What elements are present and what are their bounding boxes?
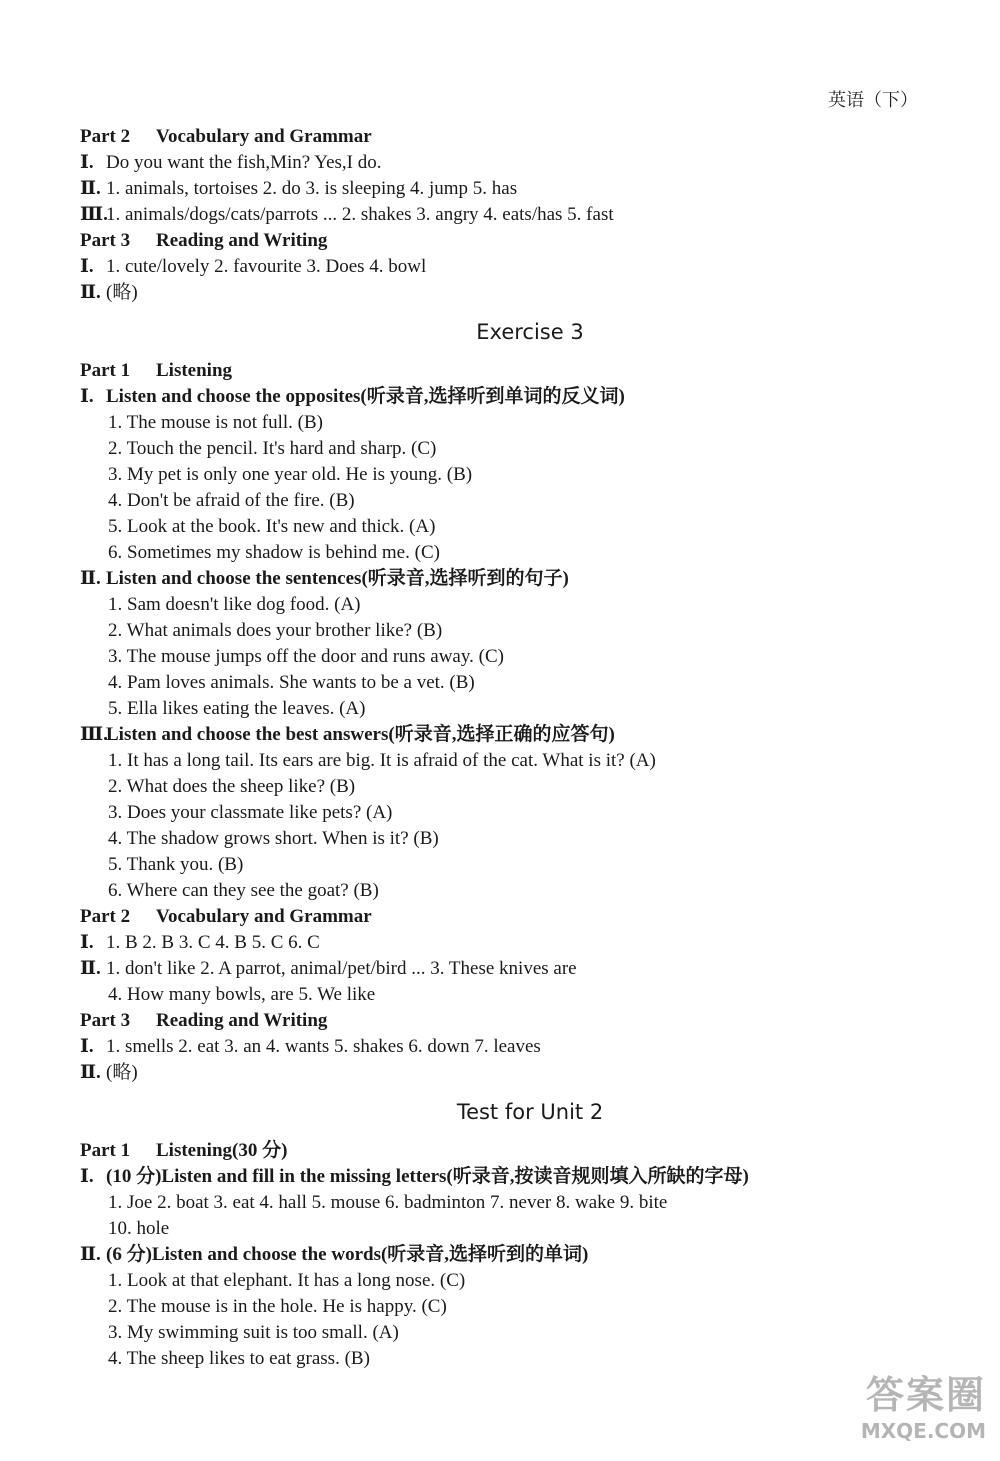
roman-numeral: Ⅱ. — [80, 1244, 101, 1265]
question-text: 1. don't like 2. A parrot, animal/pet/bird ... 3. These knives are — [106, 958, 577, 979]
answer-item: 1. The mouse is not full. (B) — [108, 412, 323, 433]
question-text: Listen and choose the sentences(听录音,选择听到的句子) — [106, 568, 569, 589]
question-line — [80, 1060, 940, 1086]
question-line — [80, 384, 940, 410]
answer-item: 4. The sheep likes to eat grass. (B) — [108, 1348, 370, 1369]
roman-numeral: Ⅰ. — [80, 386, 94, 407]
answer-item: 1. Sam doesn't like dog food. (A) — [108, 594, 361, 615]
question-line — [80, 1164, 940, 1190]
roman-numeral: Ⅱ. — [80, 1062, 101, 1083]
question-text: Listen and choose the opposites(听录音,选择听到单词的反义词) — [106, 386, 625, 407]
watermark — [861, 1364, 986, 1443]
question-line — [80, 1034, 940, 1060]
question-text: (10 分)Listen and fill in the missing letters(听录音,按读音规则填入所缺的字母) — [106, 1166, 749, 1187]
question-line — [80, 722, 940, 748]
answer-item: 4. How many bowls, are 5. We like — [108, 984, 376, 1005]
roman-numeral: Ⅱ. — [80, 282, 101, 303]
question-text: 1. animals/dogs/cats/parrots ... 2. shakes 3. angry 4. eats/has 5. fast — [106, 204, 614, 225]
answer-item: 5. Thank you. (B) — [108, 854, 244, 875]
answer-item: 4. Pam loves animals. She wants to be a vet. (B) — [108, 672, 475, 693]
question-text: (略) — [106, 282, 138, 303]
question-text: Do you want the fish,Min? Yes,I do. — [106, 152, 382, 173]
question-line — [80, 254, 940, 280]
watermark-logo: 答案圈 — [865, 1373, 986, 1417]
question-line — [80, 150, 940, 176]
part-title: Vocabulary and Grammar — [156, 906, 372, 927]
question-text: Listen and choose the best answers(听录音,选择正确的应答句) — [106, 724, 615, 745]
answer-item: 3. Does your classmate like pets? (A) — [108, 802, 393, 823]
answer-item: 1. It has a long tail. Its ears are big. It is afraid of the cat. What is it? (A) — [108, 750, 656, 771]
part-title: Vocabulary and Grammar — [156, 126, 372, 147]
part-heading — [80, 904, 940, 930]
roman-numeral: Ⅰ. — [80, 152, 94, 173]
answer-item: 6. Sometimes my shadow is behind me. (C) — [108, 542, 440, 563]
part-heading — [80, 358, 940, 384]
part-title: Reading and Writing — [156, 230, 328, 251]
question-text: 1. animals, tortoises 2. do 3. is sleeping 4. jump 5. has — [106, 178, 518, 199]
roman-numeral: Ⅰ. — [80, 1036, 94, 1057]
part-name: Part 2 — [80, 906, 131, 927]
part-title: Listening — [156, 360, 233, 381]
question-text: (略) — [106, 1062, 138, 1083]
answer-item: 1. Look at that elephant. It has a long nose. (C) — [108, 1270, 466, 1291]
answer-item: 1. Joe 2. boat 3. eat 4. hall 5. mouse 6. badminton 7. never 8. wake 9. bite — [108, 1192, 668, 1213]
question-line — [80, 930, 940, 956]
part-title: Reading and Writing — [156, 1010, 328, 1031]
part-name: Part 1 — [80, 1140, 131, 1161]
answer-item: 3. My swimming suit is too small. (A) — [108, 1322, 399, 1343]
roman-numeral: Ⅱ. — [80, 178, 101, 199]
question-line — [80, 202, 940, 228]
answer-item: 2. Touch the pencil. It's hard and sharp. (C) — [108, 438, 437, 459]
part-name: Part 2 — [80, 126, 131, 147]
part-name: Part 3 — [80, 230, 131, 251]
part-heading — [80, 124, 940, 150]
part-name: Part 3 — [80, 1010, 131, 1031]
question-line — [80, 280, 940, 306]
question-line — [80, 176, 940, 202]
answer-item: 5. Ella likes eating the leaves. (A) — [108, 698, 366, 719]
question-text: 1. B 2. B 3. C 4. B 5. C 6. C — [106, 932, 320, 953]
answer-item: 3. My pet is only one year old. He is young. (B) — [108, 464, 473, 485]
watermark-site: MXQE.COM — [860, 1419, 986, 1443]
answer-item: 2. The mouse is in the hole. He is happy. (C) — [108, 1296, 447, 1317]
question-text: 1. cute/lovely 2. favourite 3. Does 4. bowl — [106, 256, 427, 277]
roman-numeral: Ⅲ. — [80, 724, 108, 745]
roman-numeral: Ⅰ. — [80, 256, 94, 277]
roman-numeral: Ⅰ. — [80, 1166, 94, 1187]
answer-item: 3. The mouse jumps off the door and runs away. (C) — [108, 646, 504, 667]
answer-content — [80, 124, 940, 1372]
question-text: (6 分)Listen and choose the words(听录音,选择听到的单词) — [106, 1244, 589, 1265]
question-line — [80, 1242, 940, 1268]
answer-item: 10. hole — [108, 1218, 170, 1239]
roman-numeral: Ⅱ. — [80, 568, 101, 589]
answer-item: 2. What does the sheep like? (B) — [108, 776, 356, 797]
part-heading — [80, 228, 940, 254]
answer-item: 5. Look at the book. It's new and thick. (A) — [108, 516, 436, 537]
part-heading — [80, 1008, 940, 1034]
roman-numeral: Ⅰ. — [80, 932, 94, 953]
section-title: Test for Unit 2 — [456, 1100, 604, 1124]
question-line — [80, 956, 940, 982]
answer-item: 2. What animals does your brother like? (B) — [108, 620, 443, 641]
section-title: Exercise 3 — [476, 320, 584, 344]
answer-item: 4. Don't be afraid of the fire. (B) — [108, 490, 355, 511]
part-title: Listening(30 分) — [156, 1140, 288, 1161]
answer-item: 4. The shadow grows short. When is it? (B) — [108, 828, 439, 849]
question-line — [80, 566, 940, 592]
part-name: Part 1 — [80, 360, 131, 381]
question-text: 1. smells 2. eat 3. an 4. wants 5. shakes 6. down 7. leaves — [106, 1036, 541, 1057]
header-title: 英语（下） — [828, 90, 918, 111]
roman-numeral: Ⅲ. — [80, 204, 108, 225]
roman-numeral: Ⅱ. — [80, 958, 101, 979]
part-heading — [80, 1138, 940, 1164]
answer-item: 6. Where can they see the goat? (B) — [108, 880, 379, 901]
